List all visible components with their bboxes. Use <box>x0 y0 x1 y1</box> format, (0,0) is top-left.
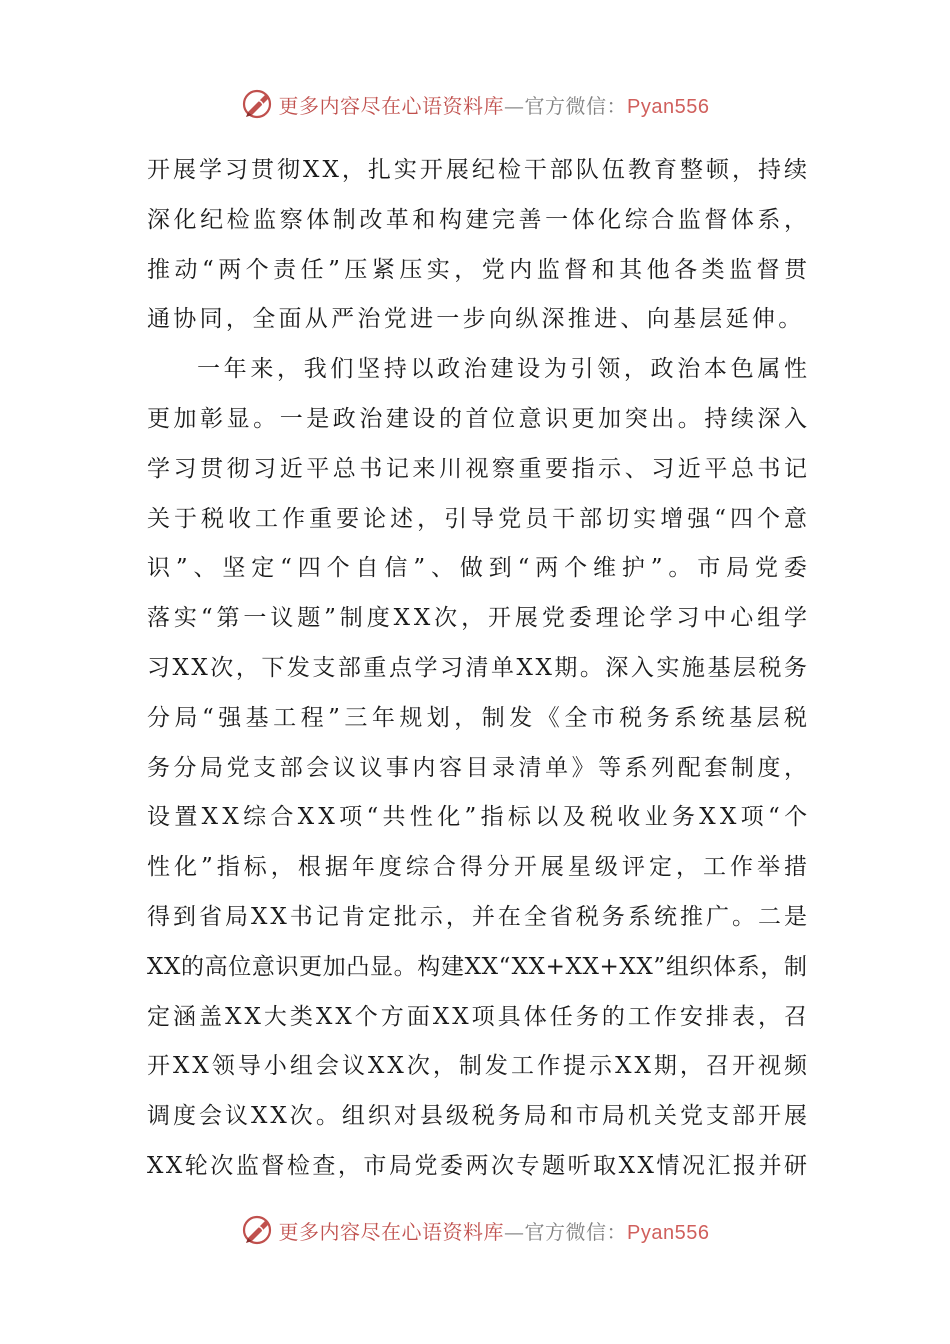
text-line: 定涵盖XX大类XX个方面XX项具体任务的工作安排表，召 <box>147 1003 811 1030</box>
text-line: 开展学习贯彻XX，扎实开展纪检干部队伍教育整顿，持续 <box>147 157 811 183</box>
banner-dash: — <box>504 93 525 118</box>
banner-official-label: 官方微信： <box>524 93 628 118</box>
text-line: XX的高位意识更加凸显。构建XX“XX+XX+XX”组织体系，制 <box>147 953 808 980</box>
text-line: 调度会议XX次。组织对县级税务局和市局机关党支部开展 <box>147 1103 811 1130</box>
banner-wechat-id: Pyan556 <box>627 95 710 118</box>
banner-main-text: 更多内容尽在心语资料库 <box>278 93 505 118</box>
banner-wechat-id: Pyan556 <box>627 1221 710 1244</box>
banner-dash: — <box>504 1219 525 1244</box>
text-line: 识”、坚定“四个自信”、做到“两个维护”。市局党委 <box>147 555 813 582</box>
text-line: 更加彰显。一是政治建设的首位意识更加突出。持续深入 <box>147 405 811 432</box>
header-banner <box>0 84 950 124</box>
text-line: 得到省局XX书记肯定批示，并在全省税务系统推广。二是 <box>147 903 811 930</box>
paragraph-1 <box>147 146 812 345</box>
text-line: 学习贯彻习近平总书记来川视察重要指示、习近平总书记 <box>147 455 811 482</box>
banner-official-label: 官方微信： <box>524 1219 628 1244</box>
banner-main-text: 更多内容尽在心语资料库 <box>278 1219 505 1244</box>
text-line: 习XX次，下发支部重点学习清单XX期。深入实施基层税务 <box>147 654 810 681</box>
text-line: 关于税收工作重要论述，引导党员干部切实增强“四个意 <box>147 505 812 532</box>
text-line: 落实“第一议题”制度XX次，开展党委理论学习中心组学 <box>147 605 811 632</box>
text-line: 务分局党支部会议议事内容目录清单》等系列配套制度， <box>147 754 811 781</box>
document-body <box>147 146 813 1192</box>
banner-text <box>279 90 710 119</box>
banner-text <box>279 1216 710 1245</box>
paragraph-2 <box>147 345 813 1192</box>
text-line: 分局“强基工程”三年规划，制发《全市税务系统基层税 <box>147 704 812 731</box>
footer-banner <box>0 1210 950 1250</box>
text-line: 深化纪检监察体制改革和构建完善一体化综合监督体系， <box>147 206 811 233</box>
text-line: XX轮次监督检查，市局党委两次专题听取XX情况汇报并研 <box>147 1152 810 1179</box>
text-line: 推动“两个责任”压紧压实，党内监督和其他各类监督贯 <box>147 256 812 283</box>
text-line: 通协同，全面从严治党进一步向纵深推进、向基层延伸。 <box>147 306 805 333</box>
text-line: 开XX领导小组会议XX次，制发工作提示XX期，召开视频 <box>147 1053 811 1080</box>
pen-logo-icon <box>241 87 275 121</box>
text-line: 性化”指标，根据年度综合得分开展星级评定，工作举措 <box>147 854 812 881</box>
text-line: 一年来，我们坚持以政治建设为引领，政治本色属性 <box>197 356 811 383</box>
pen-logo-icon <box>241 1213 275 1247</box>
text-line: 设置XX综合XX项“共性化”指标以及税收业务XX项“个 <box>147 804 812 831</box>
